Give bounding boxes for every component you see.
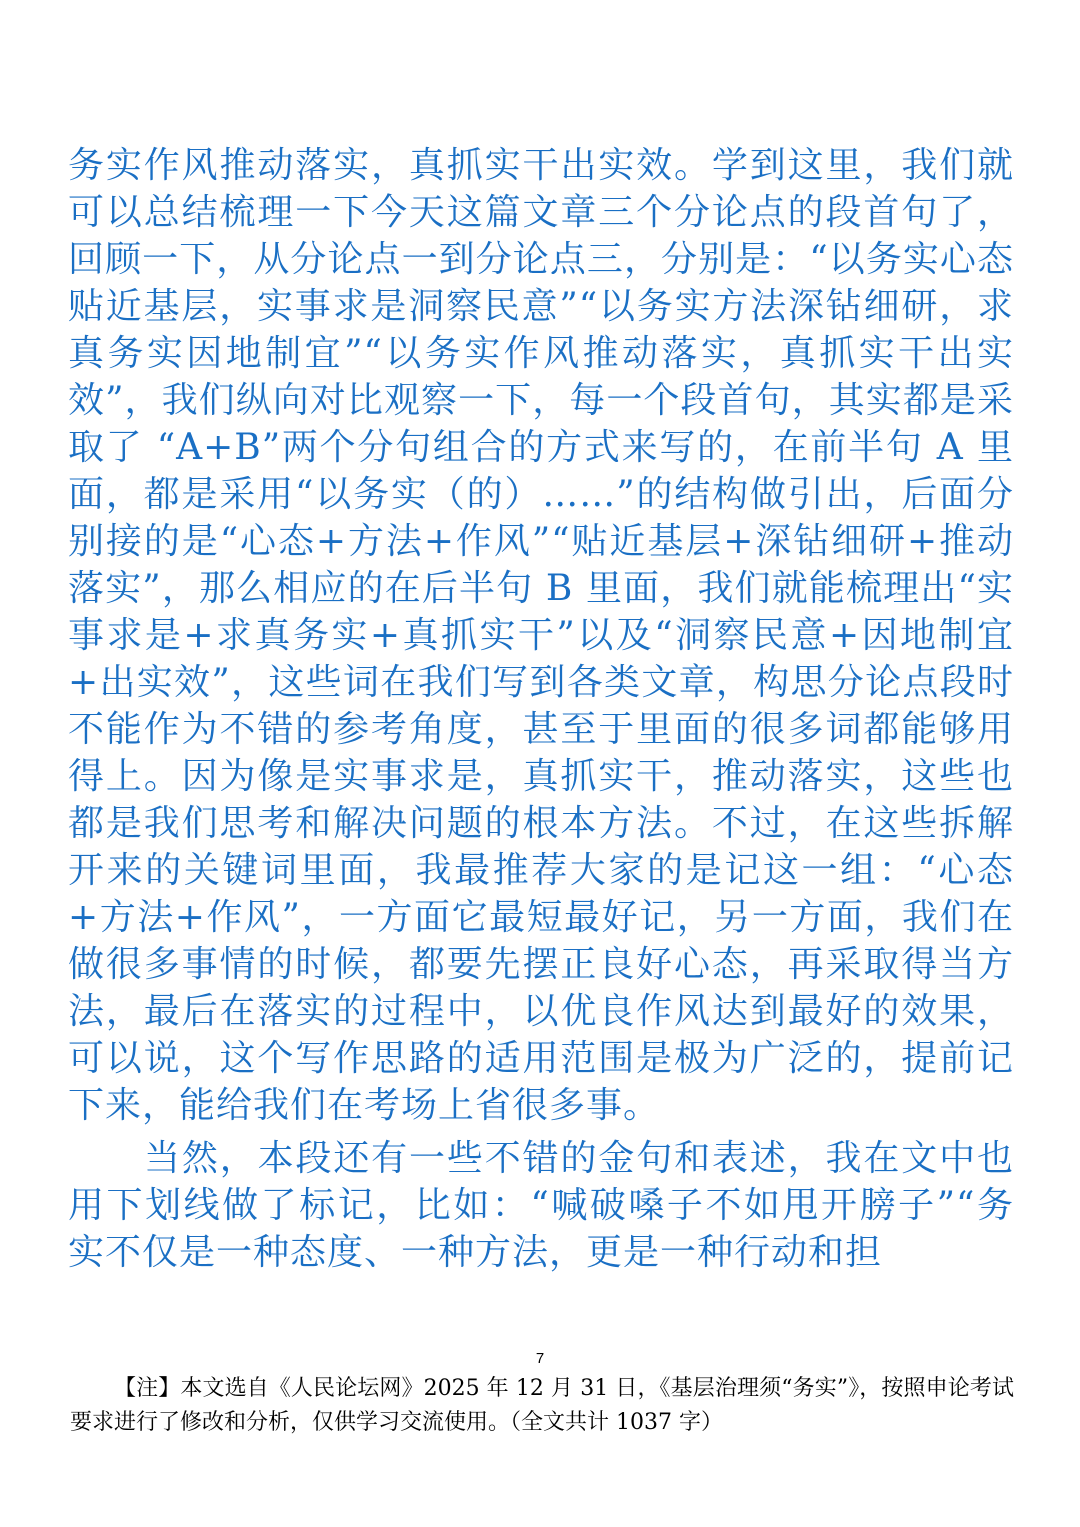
body-paragraph-1: 务实作风推动落实，真抓实干出实效。学到这里，我们就可以总结梳理一下今天这篇文章三个分论点的段首句了，回顾一下，从分论点一到分论点三，分别是：“以务实心态贴近基层，实事求是洞察民意”“以务实方法深钻细研，求真务实因地制宜”“以务实作风推动落实，真抓实干出实效”，我们纵向对比观察一下，每一个段首句，其实都是采取了 “A+B”两个分句组合的方式来写的，在前半句 A 里面，都是采用“以务实（的）……”的结构做引出，后面分别接的是“心态+方法+作风”“贴近基层+深钻细研+推动落实”，那么相应的在后半句 B 里面，我们就能梳理出“实事求是+求真务实+真抓实干”以及“洞察民意+因地制宜+出实效”，这些词在我们写到各类文章，构思分论点段时不能作为不错的参考角度，甚至于里面的很多词都能够用得上。因为像是实事求是，真抓实干，推动落实，这些也都是我们思考和解决问题的根本方法。不过，在这些拆解开来的关键词里面，我最推荐大家的是记这一组：“心态+方法+作风”，一方面它最短最好记，另一方面，我们在做很多事情的时候，都要先摆正良好心态，再采取得当方法，最后在落实的过程中，以优良作风达到最好的效果，可以说，这个写作思路的适用范围是极为广泛的，提前记下来，能给我们在考场上省很多事。 — [68, 145, 1014, 1126]
page-number: 7 — [535, 1350, 545, 1367]
source-note — [70, 1372, 1014, 1440]
source-note-text: 【注】本文选自《人民论坛网》2025 年 12 月 31 日，《基层治理须“务实”》，按照申论考试要求进行了修改和分析，仅供学习交流使用。（全文共计 1037 字） — [70, 1376, 1014, 1435]
article-body — [68, 142, 1014, 1276]
body-paragraph-2: 当然，本段还有一些不错的金句和表述，我在文中也用下划线做了标记，比如：“喊破嗓子不如甩开膀子”“务实不仅是一种态度、一种方法，更是一种行动和担 — [68, 1138, 1014, 1273]
